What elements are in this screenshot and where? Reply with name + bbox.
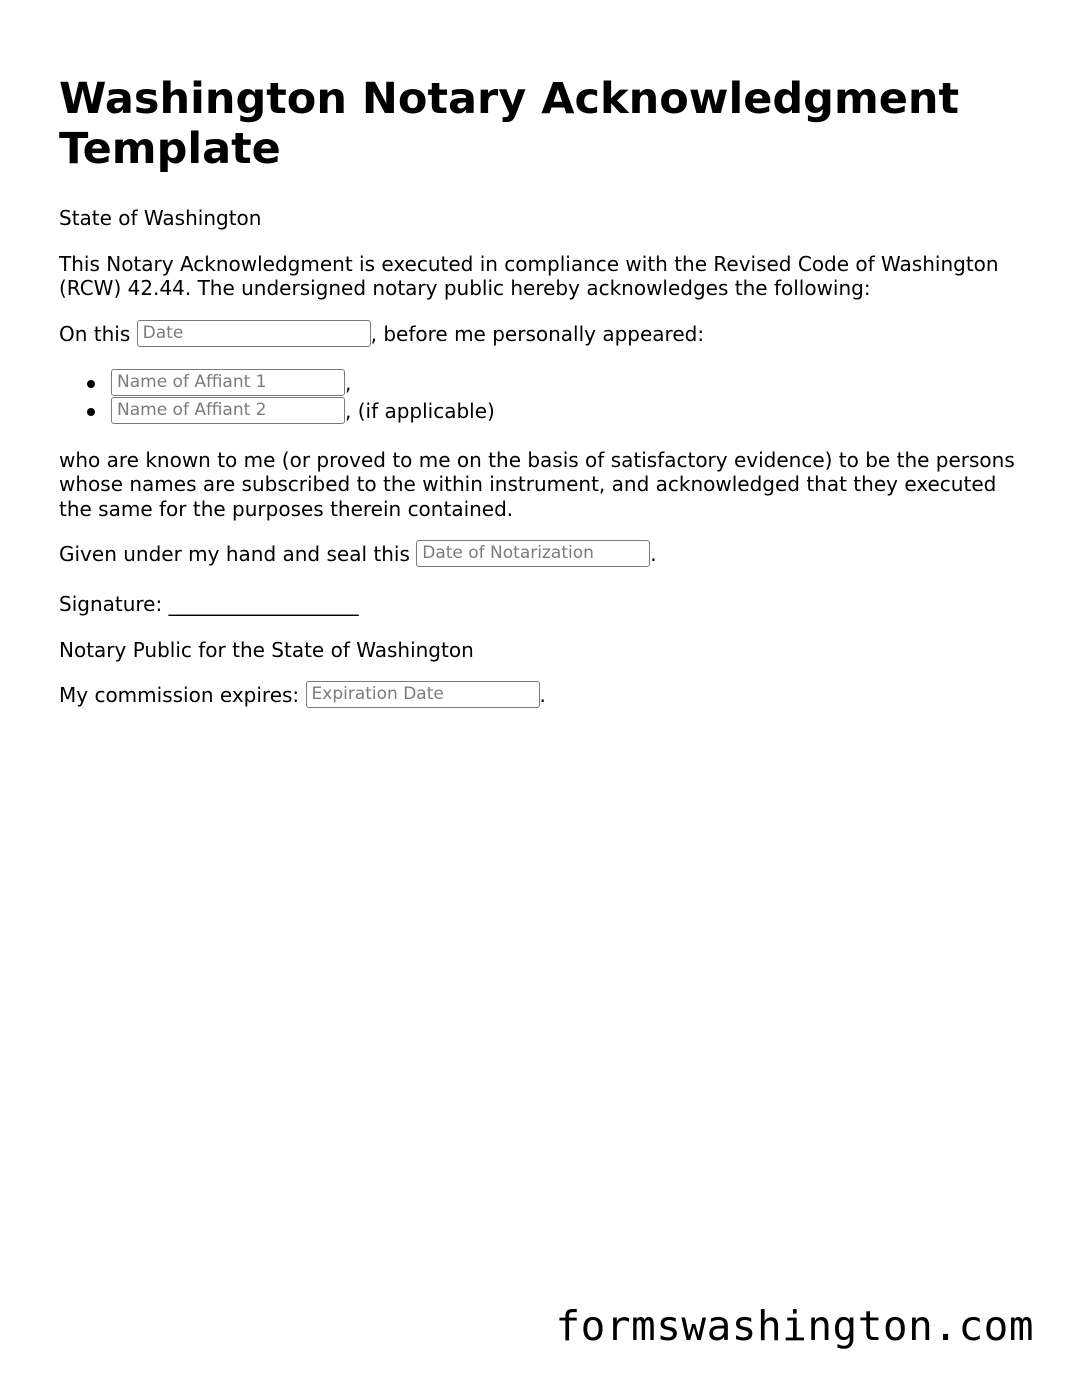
given-prefix: Given under my hand and seal this [59, 542, 410, 566]
given-line [59, 542, 1019, 569]
intro-paragraph: This Notary Acknowledgment is executed in compliance with the Revised Code of Washington (RCW) 42.44. The undersigned notary public hereby acknowledges the following: [59, 251, 999, 300]
given-suffix: . [650, 542, 657, 566]
affiant-list [59, 371, 1019, 427]
list-item [111, 371, 1019, 399]
affiant-1-input[interactable]: Name of Affiant 1 [111, 369, 345, 396]
acknowledgment-paragraph: who are known to me (or proved to me on the basis of satisfactory evidence) to be the persons whose names are subscribed to the within instrument, and acknowledged that they executed the same for the purposes therein contained. [59, 447, 1015, 521]
affiant-2-input[interactable]: Name of Affiant 2 [111, 397, 345, 424]
list-item [111, 399, 1019, 427]
notarization-date-input[interactable]: Date of Notarization [416, 540, 650, 567]
notary-line: Notary Public for the State of Washington [59, 637, 474, 662]
bullet-icon [87, 408, 95, 416]
expiration-date-input[interactable]: Expiration Date [306, 681, 540, 708]
bullet-icon [87, 380, 95, 388]
commission-prefix: My commission expires: [59, 683, 300, 707]
appearance-line [59, 322, 1019, 349]
appearance-suffix: , before me personally appeared: [370, 321, 705, 346]
affiant-2-suffix: , (if applicable) [345, 398, 495, 423]
commission-line [59, 683, 1019, 710]
document-body [59, 74, 1019, 710]
appearance-prefix: On this [59, 321, 131, 346]
document-title: Washington Notary Acknowledgment Template [59, 74, 960, 174]
signature-line: Signature: ___________________ [59, 592, 359, 616]
commission-suffix: . [539, 683, 546, 707]
affiant-1-suffix: , [345, 370, 352, 395]
state-line: State of Washington [59, 206, 262, 230]
site-watermark: formswashington.com [555, 1302, 1034, 1350]
date-input[interactable]: Date [137, 320, 371, 347]
